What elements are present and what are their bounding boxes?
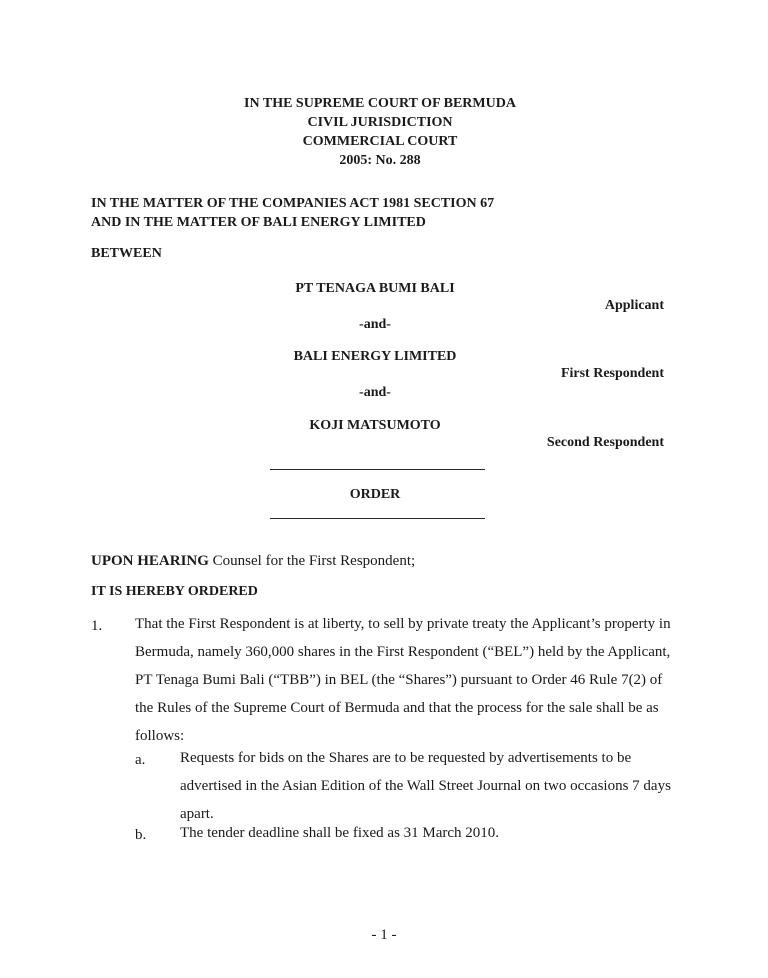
upon-hearing-bold: UPON HEARING	[91, 553, 209, 569]
case-number: 2005: No. 288	[339, 153, 421, 168]
sub-item-a-text: Requests for bids on the Shares are to be requested by advertisements to be advertised in the Asian Edition of the Wall Street Journal on two occasions 7 days apart.	[180, 750, 671, 822]
matter-line-2: AND IN THE MATTER OF BALI ENERGY LIMITED	[91, 215, 426, 230]
sub-item-a-letter: a.	[135, 752, 146, 768]
and-separator-1: -and-	[359, 317, 391, 332]
matter-line-1: IN THE MATTER OF THE COMPANIES ACT 1981 SECTION 67	[91, 196, 495, 211]
upon-hearing-line	[91, 553, 415, 570]
court-name: IN THE SUPREME COURT OF BERMUDA	[244, 96, 516, 111]
applicant-role: Applicant	[604, 298, 664, 313]
divider-bottom	[270, 518, 485, 519]
upon-hearing-rest: Counsel for the First Respondent;	[208, 553, 416, 569]
sub-item-b-letter: b.	[135, 827, 147, 843]
page-number: - 1 -	[371, 927, 397, 943]
ordered-heading: IT IS HEREBY ORDERED	[91, 584, 258, 599]
second-respondent-role: Second Respondent	[546, 435, 664, 450]
divider-top	[270, 469, 485, 470]
court-division: COMMERCIAL COURT	[302, 134, 458, 149]
paragraph-1-text: That the First Respondent is at liberty, to sell by private treaty the Applicant’s property in Bermuda, namely 360,000 shares in the First Respondent (“BEL”) held by the Applicant, PT Tenaga Bumi Bali (“TBB”) in BEL (the “Shares”) pursuant to Order 46 Rule 7(2) of the Rules of the Supreme Court of Bermuda and that the process for the sale shall be as follows:	[135, 616, 671, 744]
paragraph-1-number: 1.	[91, 618, 103, 634]
first-respondent-name: BALI ENERGY LIMITED	[293, 349, 457, 364]
court-header	[180, 94, 580, 170]
order-title: ORDER	[349, 487, 401, 502]
between-label: BETWEEN	[91, 246, 162, 261]
jurisdiction: CIVIL JURISDICTION	[307, 115, 453, 130]
applicant-name: PT TENAGA BUMI BALI	[295, 281, 455, 296]
second-respondent-name: KOJI MATSUMOTO	[309, 418, 441, 433]
matter-heading	[91, 194, 494, 232]
sub-item-b-text: The tender deadline shall be fixed as 31 March 2010.	[180, 825, 500, 841]
and-separator-2: -and-	[359, 385, 391, 400]
first-respondent-role: First Respondent	[560, 366, 664, 381]
